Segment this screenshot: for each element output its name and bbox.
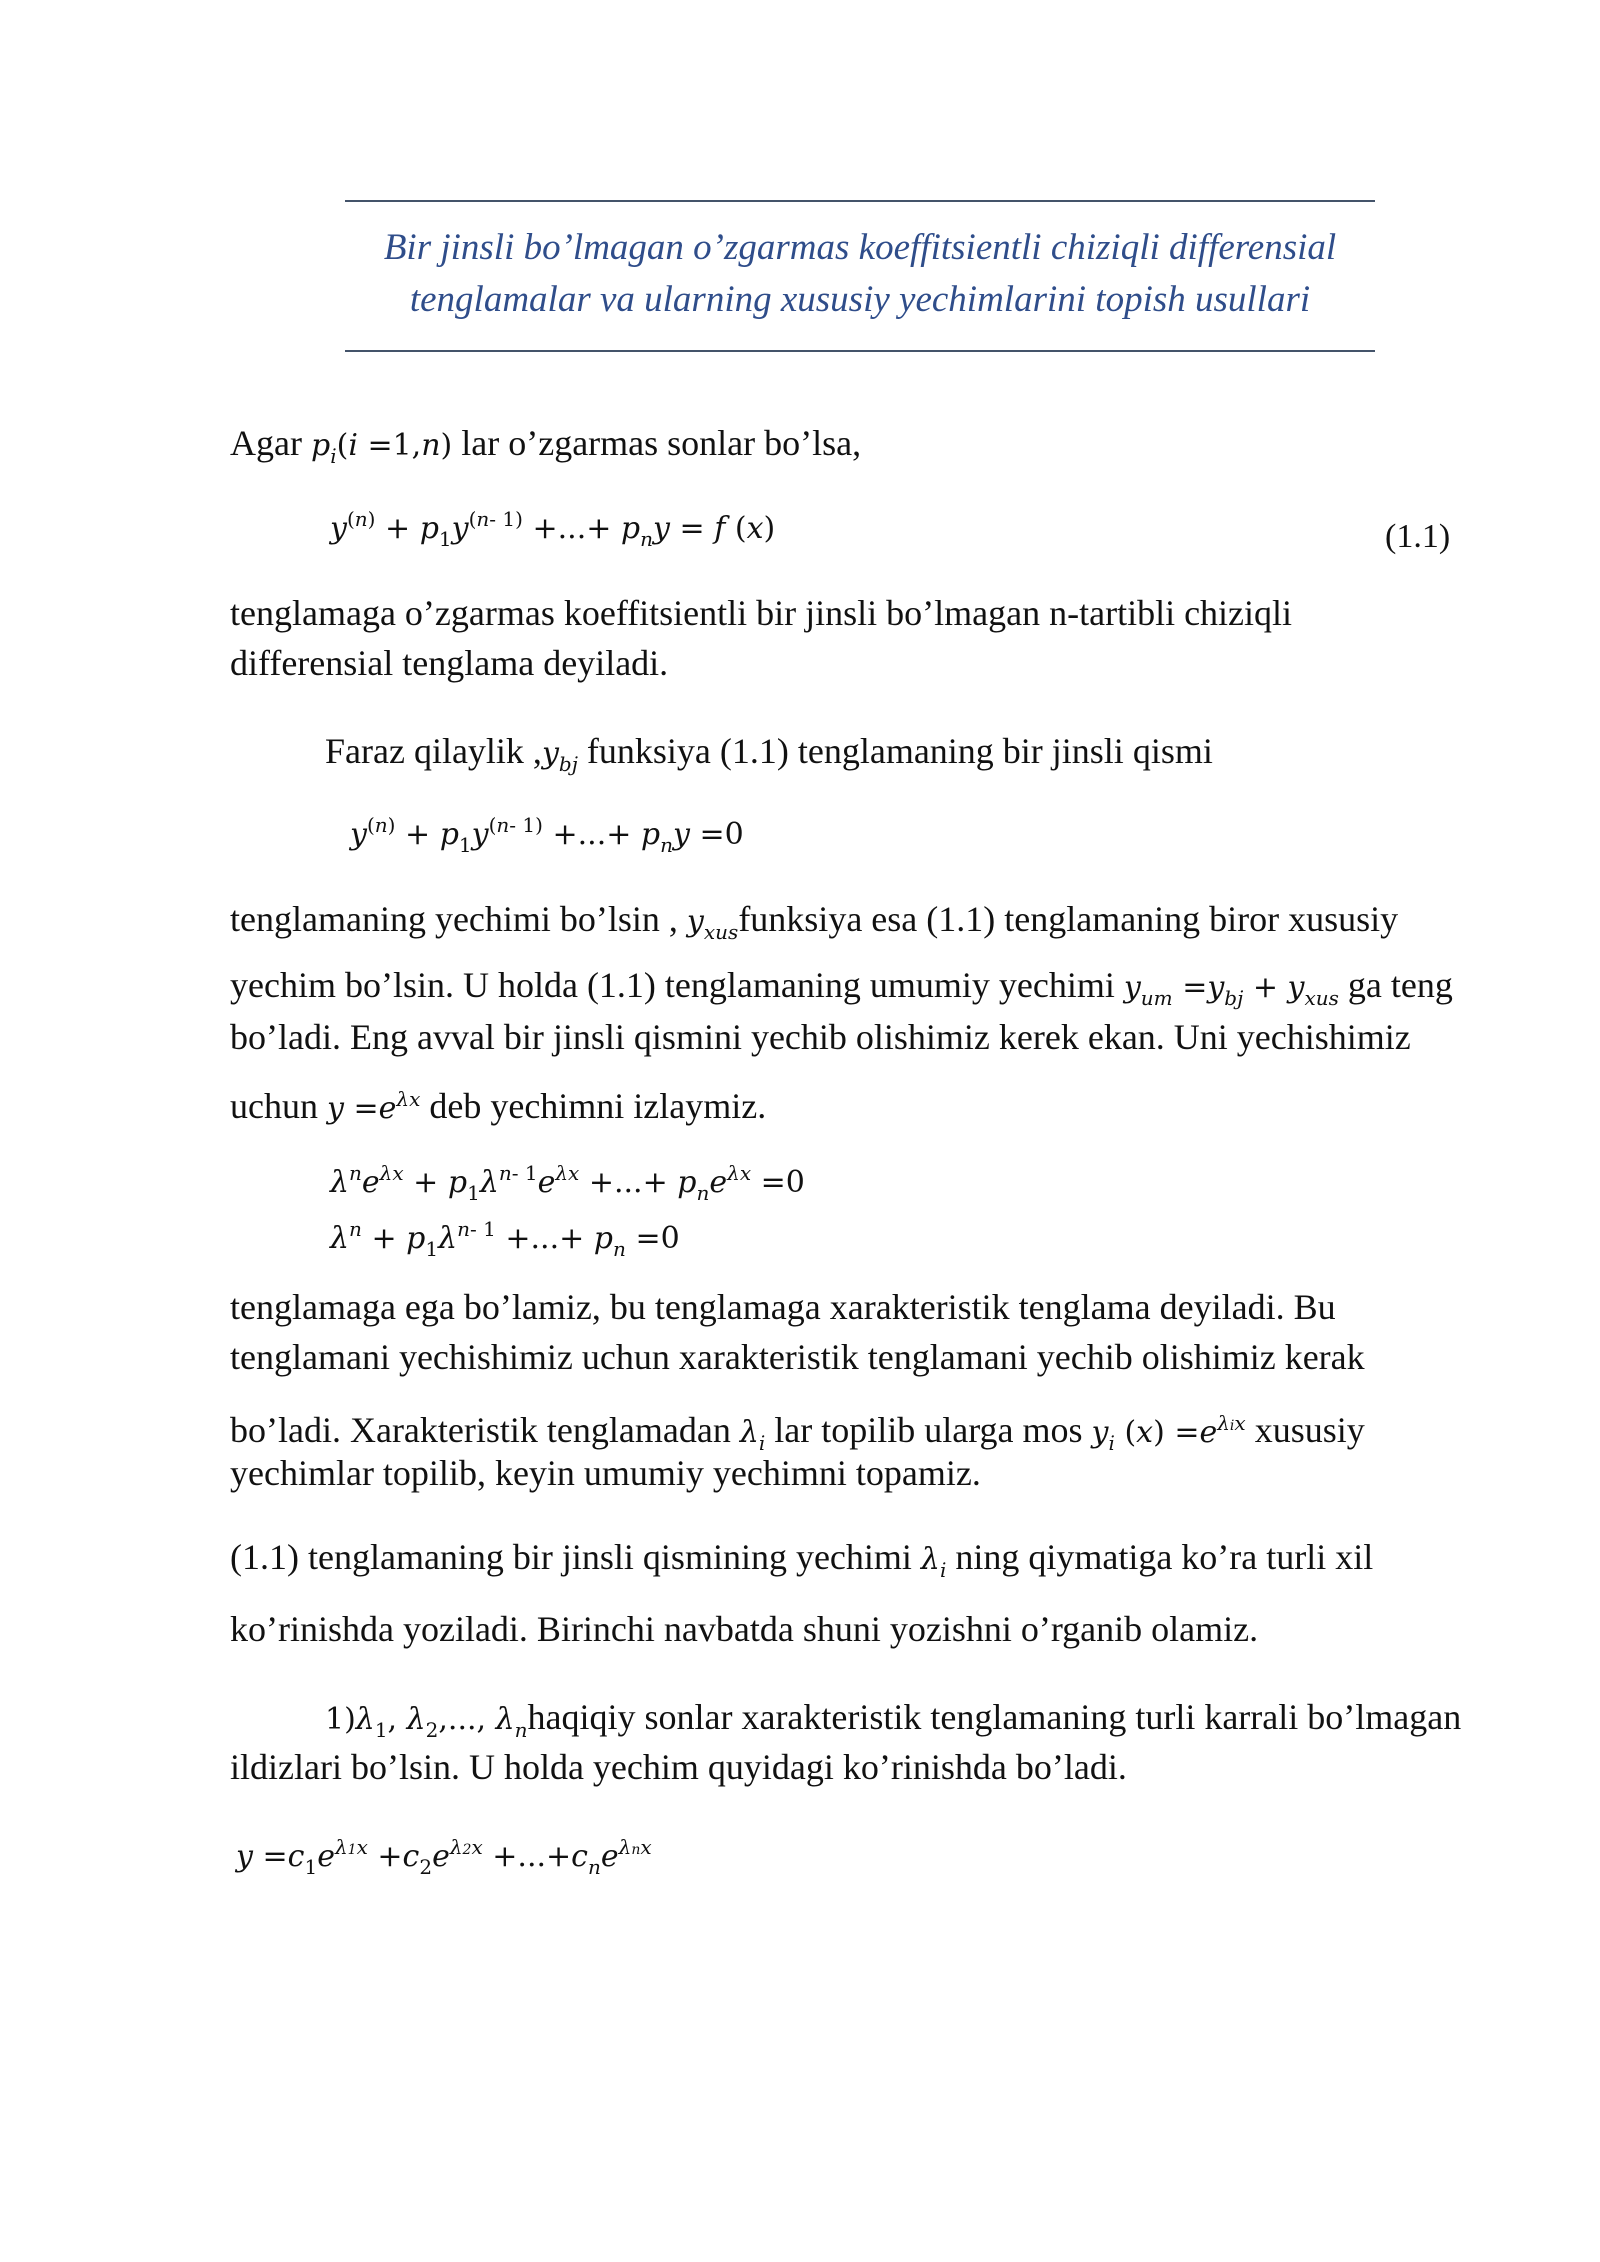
formula-yxus: $y_{xus}$ [686,904,739,944]
formula-exp-ansatz: $y =e^{\lambda x}$ [326,1087,421,1126]
formula-pi-range: $p_i(i =1,n)$ [310,428,453,468]
paragraph-xarakteristik-line-3: bo’ladi. Xarakteristik tenglamadan $\lambda_i$ lar topilib ularga mos $y_i$ $(x) =e^{\lambda ix}$ xususiy [230,1410,1365,1455]
formula-general-solution: $y_{um} =y_{bj} + y_{xus}$ [1123,970,1339,1010]
paragraph-faraz: Faraz qilaylik $,y_{bj}$ funksiya (1.1) tenglamaning bir jinsli qismi [325,731,1213,776]
formula-lambda-i: $\lambda_i$ [739,1415,766,1455]
formula-particular-solution: $y_i$ $(x) =e^{\lambda ix}$ [1091,1411,1246,1455]
formula-ybj: $y_{bj}$ [541,736,578,776]
paragraph-agar: Agar $p_i(i =1,n)$ lar o’zgarmas sonlar bo’lsa, [230,423,862,468]
equation-number: (1.1) [1385,518,1451,555]
equation-general-solution-case-1: $y =c_1e^{\lambda 1x} +c_2e^{\lambda 2x} +...+c_ne^{\lambda nx}$ [236,1835,652,1879]
paragraph-qiymat-line-1: (1.1) tenglamaning bir jinsli qismining yechimi $\lambda_i$ ning qiymatiga ko’ra turli xil [230,1537,1374,1582]
document-title [345,222,1375,326]
paragraph-yechim-line-2: yechim bo’lsin. U holda (1.1) tenglamaning umumiy yechimi $y_{um} =y_{bj} + y_{xus}$ ga teng [230,965,1453,1010]
equation-homogeneous: $y^{(n)} + p_1y^{(n- 1)}$ +...+ $p_ny =0$ [350,813,744,857]
paragraph-yechim-line-4: uchun $y =e^{\lambda x}$ deb yechimni izlaymiz. [230,1086,767,1126]
formula-case-1-roots: $1)\lambda_1$, $\lambda_2$,..., $\lambda_n$ [325,1702,528,1742]
title-top-rule [345,200,1375,202]
title-line-1: Bir jinsli bo’lmagan o’zgarmas koeffitsientli chiziqli differensial [383,227,1337,268]
title-bottom-rule [345,350,1375,352]
paragraph-yechim-line-3: bo’ladi. Eng avval bir jinsli qismini yechib olishimiz kerek ekan. Uni yechishimiz [230,1017,1411,1057]
paragraph-xarakteristik-line-2: tenglamani yechishimiz uchun xarakteristik tenglamani yechib olishimiz kerak [230,1337,1365,1377]
paragraph-xarakteristik-line-4: yechimlar topilib, keyin umumiy yechimni topamiz. [230,1453,981,1493]
paragraph-yechim-line-1: tenglamaning yechimi bo’lsin , $y_{xus}funksiya$ esa (1.1) tenglamaning biror xususiy [230,899,1399,944]
paragraph-case-1-line-1: $1)\lambda_1$, $\lambda_2$,..., $\lambda_nhaqiqiy$ sonlar xarakteristik tenglamaning turli karrali bo’lmagan [325,1697,1462,1742]
title-line-2: tenglamalar va ularning xususiy yechimlarini topish usullari [409,279,1311,320]
paragraph-xarakteristik-line-1: tenglamaga ega bo’lamiz, bu tenglamaga xarakteristik tenglama deyiladi. Bu [230,1287,1336,1327]
paragraph-definition-line-2: differensial tenglama deyiladi. [230,643,669,683]
paragraph-case-1-line-2: ildizlari bo’lsin. U holda yechim quyidagi ko’rinishda bo’ladi. [230,1747,1127,1787]
formula-lambda-i-2: $\lambda_i$ [920,1542,947,1582]
paragraph-qiymat-line-2: ko’rinishda yoziladi. Birinchi navbatda shuni yozishni o’rganib olamiz. [230,1609,1259,1649]
equation-substitution: $\lambda^ne^{\lambda x} + p_1\lambda^{n- 1}e^{\lambda x}$ +...+ $p_ne^{\lambda x} =0$ [330,1161,805,1205]
paragraph-definition-line-1: tenglamaga o’zgarmas koeffitsientli bir jinsli bo’lmagan n-tartibli chiziqli [230,593,1293,633]
equation-1-1: $y^{(n)} + p_1y^{(n- 1)}$ +...+ $p_ny = f$ (x) [330,507,776,551]
equation-characteristic: $\lambda^n + p_1\lambda^{n- 1}$ +...+ $p_n =0$ [330,1217,680,1261]
